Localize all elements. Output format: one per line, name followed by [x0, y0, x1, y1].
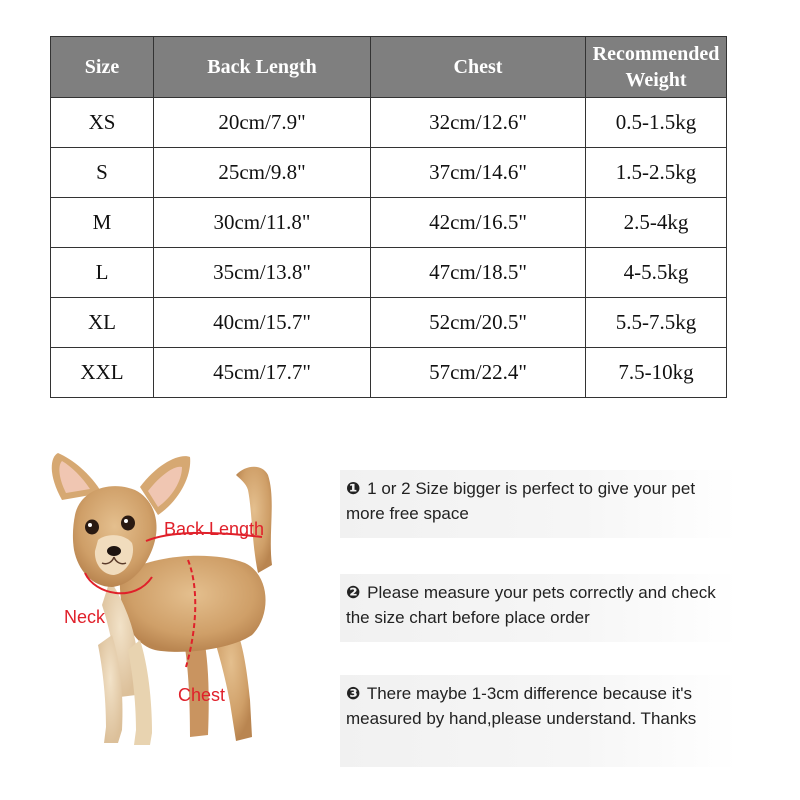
table-row — [51, 248, 727, 298]
back-length-label: Back Length — [164, 519, 265, 539]
cell-back-length: 20cm/7.9" — [154, 98, 371, 148]
table-row — [51, 148, 727, 198]
cell-size: XS — [51, 98, 154, 148]
dog-eye-right — [121, 516, 135, 531]
cell-weight: 4-5.5kg — [586, 248, 727, 298]
cell-chest: 52cm/20.5" — [371, 298, 586, 348]
dog-eye-left — [85, 520, 99, 535]
header-chest: Chest — [371, 37, 586, 98]
table-row — [51, 98, 727, 148]
cell-chest: 57cm/22.4" — [371, 348, 586, 398]
note-text: Please measure your pets correctly and check the size chart before place order — [346, 583, 716, 627]
cell-back-length: 30cm/11.8" — [154, 198, 371, 248]
size-chart-table — [50, 36, 727, 398]
note-size-bigger — [340, 470, 738, 538]
cell-weight: 5.5-7.5kg — [586, 298, 727, 348]
chest-label: Chest — [178, 685, 226, 705]
dog-body — [120, 556, 266, 652]
note-text: There maybe 1-3cm difference because it's measured by hand,please understand. Thanks — [346, 684, 697, 728]
header-back-length: Back Length — [154, 37, 371, 98]
cell-chest: 47cm/18.5" — [371, 248, 586, 298]
note-measure-correctly — [340, 574, 738, 642]
note-number: ❷ — [346, 583, 361, 602]
cell-size: M — [51, 198, 154, 248]
note-measurement-difference — [340, 675, 738, 767]
cell-back-length: 35cm/13.8" — [154, 248, 371, 298]
cell-weight: 0.5-1.5kg — [586, 98, 727, 148]
cell-weight: 7.5-10kg — [586, 348, 727, 398]
table-header-row — [51, 37, 727, 98]
cell-back-length: 45cm/17.7" — [154, 348, 371, 398]
header-recommended-weight: Recommended Weight — [586, 37, 727, 98]
neck-label: Neck — [64, 607, 106, 627]
header-size: Size — [51, 37, 154, 98]
cell-weight: 1.5-2.5kg — [586, 148, 727, 198]
table-row — [51, 198, 727, 248]
dog-nose — [107, 546, 121, 556]
note-text: 1 or 2 Size bigger is perfect to give your pet more free space — [346, 479, 696, 523]
note-number: ❶ — [346, 479, 361, 498]
note-number: ❸ — [346, 684, 361, 703]
cell-chest: 32cm/12.6" — [371, 98, 586, 148]
cell-back-length: 40cm/15.7" — [154, 298, 371, 348]
dog-measurement-illustration — [40, 445, 310, 760]
cell-size: S — [51, 148, 154, 198]
cell-back-length: 25cm/9.8" — [154, 148, 371, 198]
cell-chest: 37cm/14.6" — [371, 148, 586, 198]
cell-weight: 2.5-4kg — [586, 198, 727, 248]
cell-size: L — [51, 248, 154, 298]
table-row — [51, 298, 727, 348]
cell-size: XL — [51, 298, 154, 348]
cell-chest: 42cm/16.5" — [371, 198, 586, 248]
cell-size: XXL — [51, 348, 154, 398]
table-row — [51, 348, 727, 398]
